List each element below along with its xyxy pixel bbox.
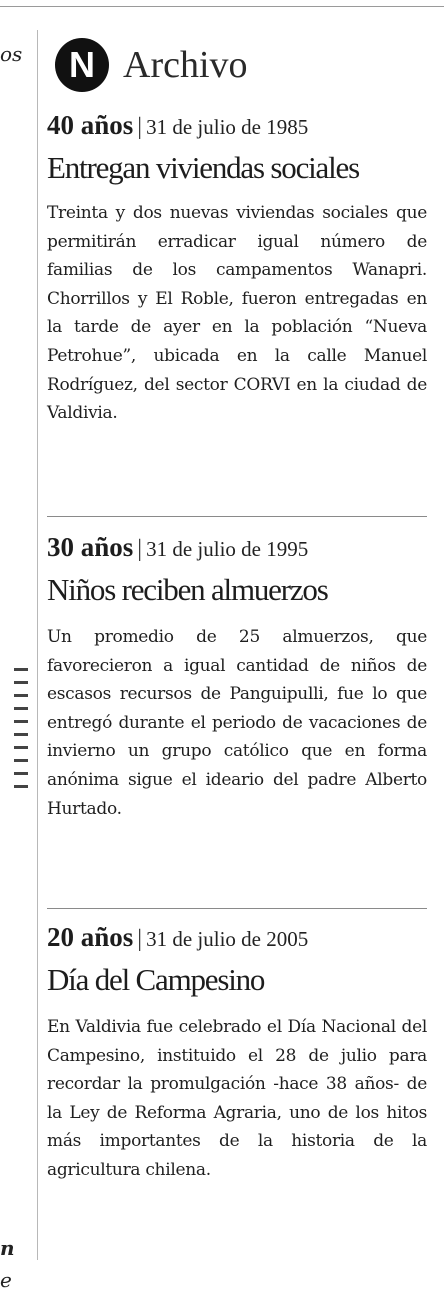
item-date: 31 de julio de 1995 [146,537,309,561]
item-dateline [47,534,427,561]
item-headline: Entregan viviendas sociales [47,150,359,185]
archive-item [47,924,427,1185]
left-column-fragment: n [0,1236,15,1260]
date-separator: | [137,536,143,562]
years-ago: 30 años [47,532,134,562]
top-rule [0,6,444,7]
years-ago: 40 años [47,110,134,140]
section-title: Archivo [123,44,248,86]
archive-item [47,112,427,428]
left-column-fragment: os [0,42,23,66]
item-body: En Valdivia fue celebrado el Día Nacional del Campesino, instituido el 28 de julio para recordar la promulgación -hace 38 años- de la Ley de Reforma Agraria, uno de los hitos más importantes de la historia de la agricultura chilena. [47,1017,427,1181]
item-body: Un promedio de 25 almuerzos, que favorecieron a igual cantidad de niños de escasos recursos de Panguipulli, fue lo que entregó durante el periodo de vacaciones de invierno un grupo católico que en forma anónima sigue el ideario del padre Alberto Hurtado. [47,627,427,819]
date-separator: | [137,114,143,140]
item-headline: Niños reciben almuerzos [47,572,328,607]
section-header [55,38,248,92]
item-dateline [47,112,427,139]
item-date: 31 de julio de 1985 [146,115,309,139]
date-separator: | [137,926,143,952]
item-dateline [47,924,427,951]
years-ago: 20 años [47,922,134,952]
item-body: Treinta y dos nuevas viviendas sociales que permitirán erradicar igual número de familias de los campamentos Wanapri. Chorrillos y El Roble, fueron entregadas en la tarde de ayer en la población “Nueva Petrohue”, ubicada en la calle Manuel Rodríguez, del sector CORVI en la ciudad de Valdivia. [47,203,427,424]
newspaper-logo-icon: N [55,38,109,92]
item-headline: Día del Campesino [47,962,265,997]
left-column-fragment: e [0,1268,12,1292]
item-divider [47,908,427,909]
column-divider [37,30,38,1260]
item-divider [47,516,427,517]
item-date: 31 de julio de 2005 [146,927,309,951]
adjacent-graphic-fragment [14,668,28,818]
archive-item [47,534,427,823]
